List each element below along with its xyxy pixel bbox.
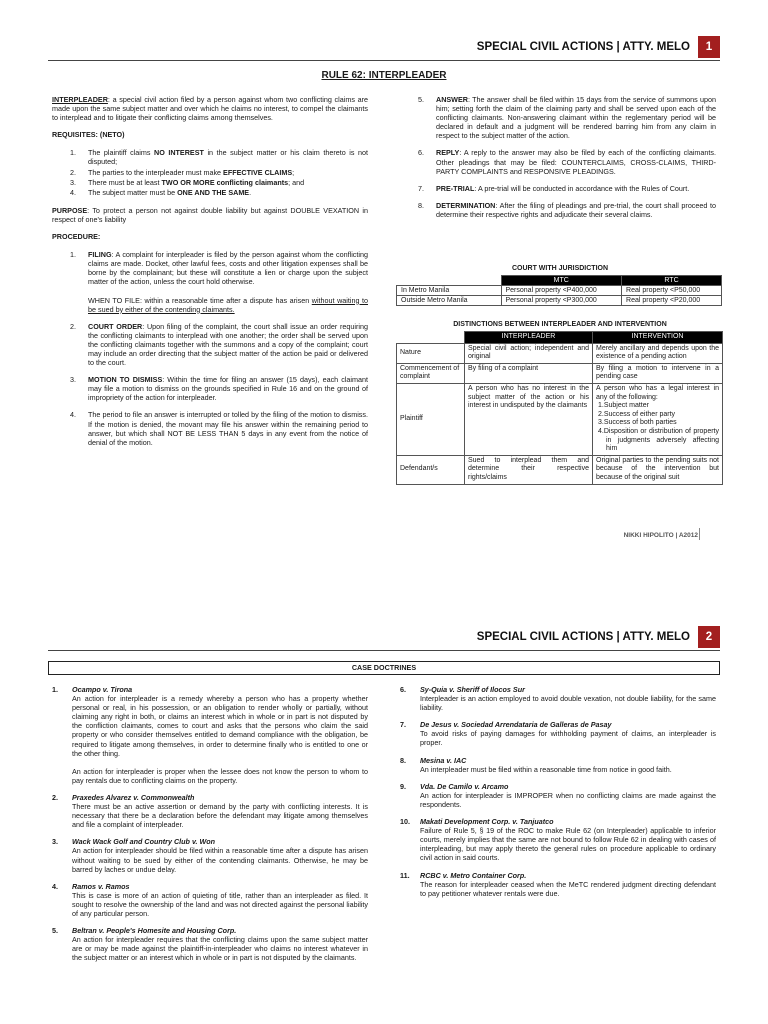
case-item: 10. Makati Development Corp. v. Tanjuatco Failure of Rule 5, § 19 of the ROC to make Rule 62 (on Interpleader) applicable to inferior courts, merely implies that the same are not bound to follow Rule 62 in dealing with cases of interpleading, but may apply thereto the general rules on procedure applicable to ordinary civil action in said courts.	[400, 817, 716, 863]
header-title: SPECIAL CIVIL ACTIONS | ATTY. MELO	[476, 41, 690, 53]
list-item: 4. The subject matter must be ONE AND THE SAME.	[70, 187, 252, 197]
case-item: 7. De Jesus v. Sociedad Arrendataria de Galleras de Pasay To avoid risks of paying damages for withholding payment of claims, an interpleader is proper.	[400, 720, 716, 748]
case-name: Sy-Quia v. Sheriff of Ilocos Sur	[420, 685, 525, 694]
list-item: 5. ANSWER: The answer shall be filed within 15 days from the service of summons upon him; setting forth the claim of the claiming party and shall be served upon each of the conflicting claimants. Non-answering claimant within the reglementary period will be declared in default and a judgment will be rendered barring him from any claim in respect to the subject matter of the action.	[418, 95, 716, 141]
page-header	[477, 626, 720, 648]
requisites-list	[52, 148, 368, 196]
case-item: 6. Sy-Quia v. Sheriff of Ilocos Sur Interpleader is an action employed to avoid double vexation, not double liability, for the same liability.	[400, 685, 716, 713]
header-rule	[48, 650, 720, 651]
case-name: De Jesus v. Sociedad Arrendataria de Galleras de Pasay	[420, 720, 612, 730]
page-number-badge: 1	[698, 36, 720, 58]
case-item: 2. Praxedes Alvarez v. Commonwealth There must be an active assertion or demand by the party with conflicting interests. It is necessary that there be a declaration before the defendant may litigate among themselves and file a complaint of interpleader.	[52, 792, 368, 830]
case-name: Mesina v. IAC	[420, 755, 467, 765]
distinctions-table	[396, 331, 723, 485]
procedure-list-right	[418, 95, 716, 219]
signature-divider	[699, 528, 700, 540]
list-item: 4.Disposition or distribution of property in judgments adversely affecting him	[598, 427, 719, 453]
table-row: Plaintiff A person who has no interest in the subject matter of the action or his interest in undisputed by the claimants A person who has a legal interest in any of the following: 1.Subject matter 2.Success of either party 3.Success of both parties 4.Disposition or distribution of property in judgments adversely affecting him	[397, 383, 723, 455]
list-item: 2. The parties to the interpleader must make EFFECTIVE CLAIMS;	[70, 167, 295, 177]
table-row: Commencement of complaint By filing of a complaint By filing a motion to intervene in a pending case	[397, 363, 723, 383]
list-item: 3. MOTION TO DISMISS: Within the time for filing an answer (15 days), each claimant may file a motion to dismiss on the grounds specified in Rule 16 and on the ground of impropriety of the action for interpleader.	[70, 375, 368, 403]
list-item: 1. The plaintiff claims NO INTEREST in the subject matter or his claim thereto is not disputed;	[70, 148, 368, 167]
table-row: Nature Special civil action; independent and original Merely ancillary and depends upon the existence of a pending action	[397, 343, 723, 363]
right-column	[418, 95, 716, 219]
signature: NIKKI HIPOLITO | A2012	[623, 532, 698, 539]
case-item: 1. Ocampo v. Tirona An action for interpleader is a remedy whereby a person who has a property whether personal or real, in his possession, or an obligation to render wholly or partially, without claiming any right in both, or claims an interest which in whole or in part is not disputed by the confliction claimants, comes to court and asks that the persons who claim the said property or who consider themselves entitled to demand compliance with the obligation, be required to litigate among themselves, in order to determine finally who is entitled to one or the other thing. An action for interpleader is proper when the lessee does not know the person to whom to pay rentals due to conflicting claims on the property.	[52, 685, 368, 785]
case-item: 3. Wack Wack Golf and Country Club v. Won An action for interpleader should be filed within a reasonable time after a dispute has arisen without waiting to be sued by either of the contending claimants. Otherwise, he may be barred by laches or undue delay.	[52, 837, 368, 874]
list-item: 3.Success of both parties	[598, 419, 677, 427]
case-name: Ocampo v. Tirona	[72, 685, 133, 694]
page-2	[0, 620, 768, 1024]
jurisdiction-table	[396, 275, 722, 306]
page-number-badge: 2	[698, 626, 720, 648]
list-item: 1.Subject matter	[598, 402, 649, 410]
distinctions-caption: DISTINCTIONS BETWEEN INTERPLEADER AND INTERVENTION	[453, 321, 667, 328]
table-row: Outside Metro Manila Personal property <P300,000 Real property <P20,000	[397, 296, 722, 306]
page-header	[477, 36, 720, 58]
definition-term: INTERPLEADER	[52, 95, 108, 104]
intervention-items	[596, 402, 719, 454]
list-item: 2.Success of either party	[598, 410, 676, 418]
case-item: 8. Mesina v. IAC An interpleader must be filed within a reasonable time from notice in good faith.	[400, 756, 716, 774]
table-header-row: INTERPLEADER INTERVENTION	[397, 332, 723, 344]
case-name: Praxedes Alvarez v. Commonwealth	[72, 792, 195, 802]
requisites-heading: REQUISITES: (NETO)	[52, 130, 125, 140]
table-header-row: MTC RTC	[397, 276, 722, 286]
case-item: 11. RCBC v. Metro Container Corp. The reason for interpleader ceased when the MeTC rendered judgment directing defendant to pay petitioner whatever rentals were due.	[400, 870, 716, 898]
table-row: Defendant/s Sued to interplead them and determine their respective rights/claims Original parties to the pending suits not because of the intervention but because of the original suit	[397, 455, 723, 484]
jurisdiction-caption: COURT WITH JURISDICTION	[511, 265, 609, 272]
table-row: In Metro Manila Personal property <P400,000 Real property <P50,000	[397, 286, 722, 296]
purpose: PURPOSE: To protect a person not against double liability but against DOUBLE VEXATION in respect of one's liability	[52, 205, 368, 224]
rule-title: RULE 62: INTERPLEADER	[321, 70, 447, 81]
case-name: RCBC v. Metro Container Corp.	[420, 870, 527, 880]
case-name: Makati Development Corp. v. Tanjuatco	[420, 817, 554, 827]
definition	[52, 95, 368, 122]
case-name: Ramos v. Ramos	[72, 881, 130, 891]
list-item: 4. The period to file an answer is interrupted or tolled by the filing of the motion to dismiss. If the motion is denied, the movant may file his answer within the remaining period to answer, but which shall NOT BE LESS THAN 5 days in any event from the notice of denial of the motion.	[70, 410, 368, 447]
when-to-file: WHEN TO FILE: within a reasonable time after a dispute has arisen without waiting to be sued by either of the contending claimants.	[88, 295, 368, 314]
list-item: 1. FILING: A complaint for interpleader is filed by the person against whom the conflicting claims are made. Docket, other lawful fees, costs and other litigation expenses shall be borne by the complainant; but these will constitute a lien or charge upon the subject matter of the action, unless the court hold otherwise. WHEN TO FILE: within a reasonable time after a dispute has arisen without waiting to be sued by either of the contending claimants.	[70, 250, 368, 314]
cases-right-column	[400, 685, 716, 906]
list-item: 2. COURT ORDER: Upon filing of the complaint, the court shall issue an order requiring the conflicting claimants to interplead with one another; the order shall be served upon the conflicting claimants together with the summons and a copy of the complaint; court may include an order directing that the subject matter of the action be paid or delivered to the court.	[70, 321, 368, 368]
definition-text: : a special civil action filed by a person against whom two conflicting claims are made upon the same subject matter and over which he claims no interest, to compel the claimants to interplead and to litigate their conflicting claims among themselves.	[52, 95, 368, 123]
case-name: Vda. De Camilo v. Arcamo	[420, 781, 509, 791]
case-name: Beltran v. People's Homesite and Housing Corp.	[72, 926, 237, 936]
list-item: 3. There must be at least TWO OR MORE conflicting claimants; and	[70, 177, 305, 187]
case-name: Wack Wack Golf and Country Club v. Won	[72, 837, 215, 847]
case-item: 5. Beltran v. People's Homesite and Housing Corp. An action for interpleader requires that the conflicting claims upon the same subject matter are or may be made against the plaintiff-in-interpleader who claims no interest whatever in the subject matter or an interest which in whole or in part is not disputed by the claimants.	[52, 926, 368, 963]
case-item: 9. Vda. De Camilo v. Arcamo An action for interpleader is IMPROPER when no conflicting claims are made against the respondents.	[400, 781, 716, 809]
case-item: 4. Ramos v. Ramos This is case is more of an action of quieting of title, rather than an interpleader as filed. It sought to resolve the ownership of the land and was not directed against the personal liability of any particular person.	[52, 881, 368, 918]
header-rule	[48, 60, 720, 61]
list-item: 8. DETERMINATION: After the filing of pleadings and pre-trial, the court shall proceed to determine their respective rights and adjudicate their several claims.	[418, 200, 716, 219]
list-item: 6. REPLY: A reply to the answer may also be filed by each of the conflicting claimants. Other pleadings that may be filed: COUNTERCLAIMS, CROSS-CLAIMS, THIRD-PARTY COMPLAINTS and RESPONSIVE PLEADINGS.	[418, 148, 716, 176]
header-title: SPECIAL CIVIL ACTIONS | ATTY. MELO	[476, 631, 690, 643]
procedure-list-left	[52, 250, 368, 447]
cases-left-column	[52, 685, 368, 970]
case-doctrines-title: CASE DOCTRINES	[48, 661, 720, 675]
list-item: 7. PRE-TRIAL: A pre-trial will be conducted in accordance with the Rules of Court.	[418, 183, 690, 193]
procedure-heading: PROCEDURE:	[52, 232, 101, 242]
left-column	[52, 95, 368, 455]
